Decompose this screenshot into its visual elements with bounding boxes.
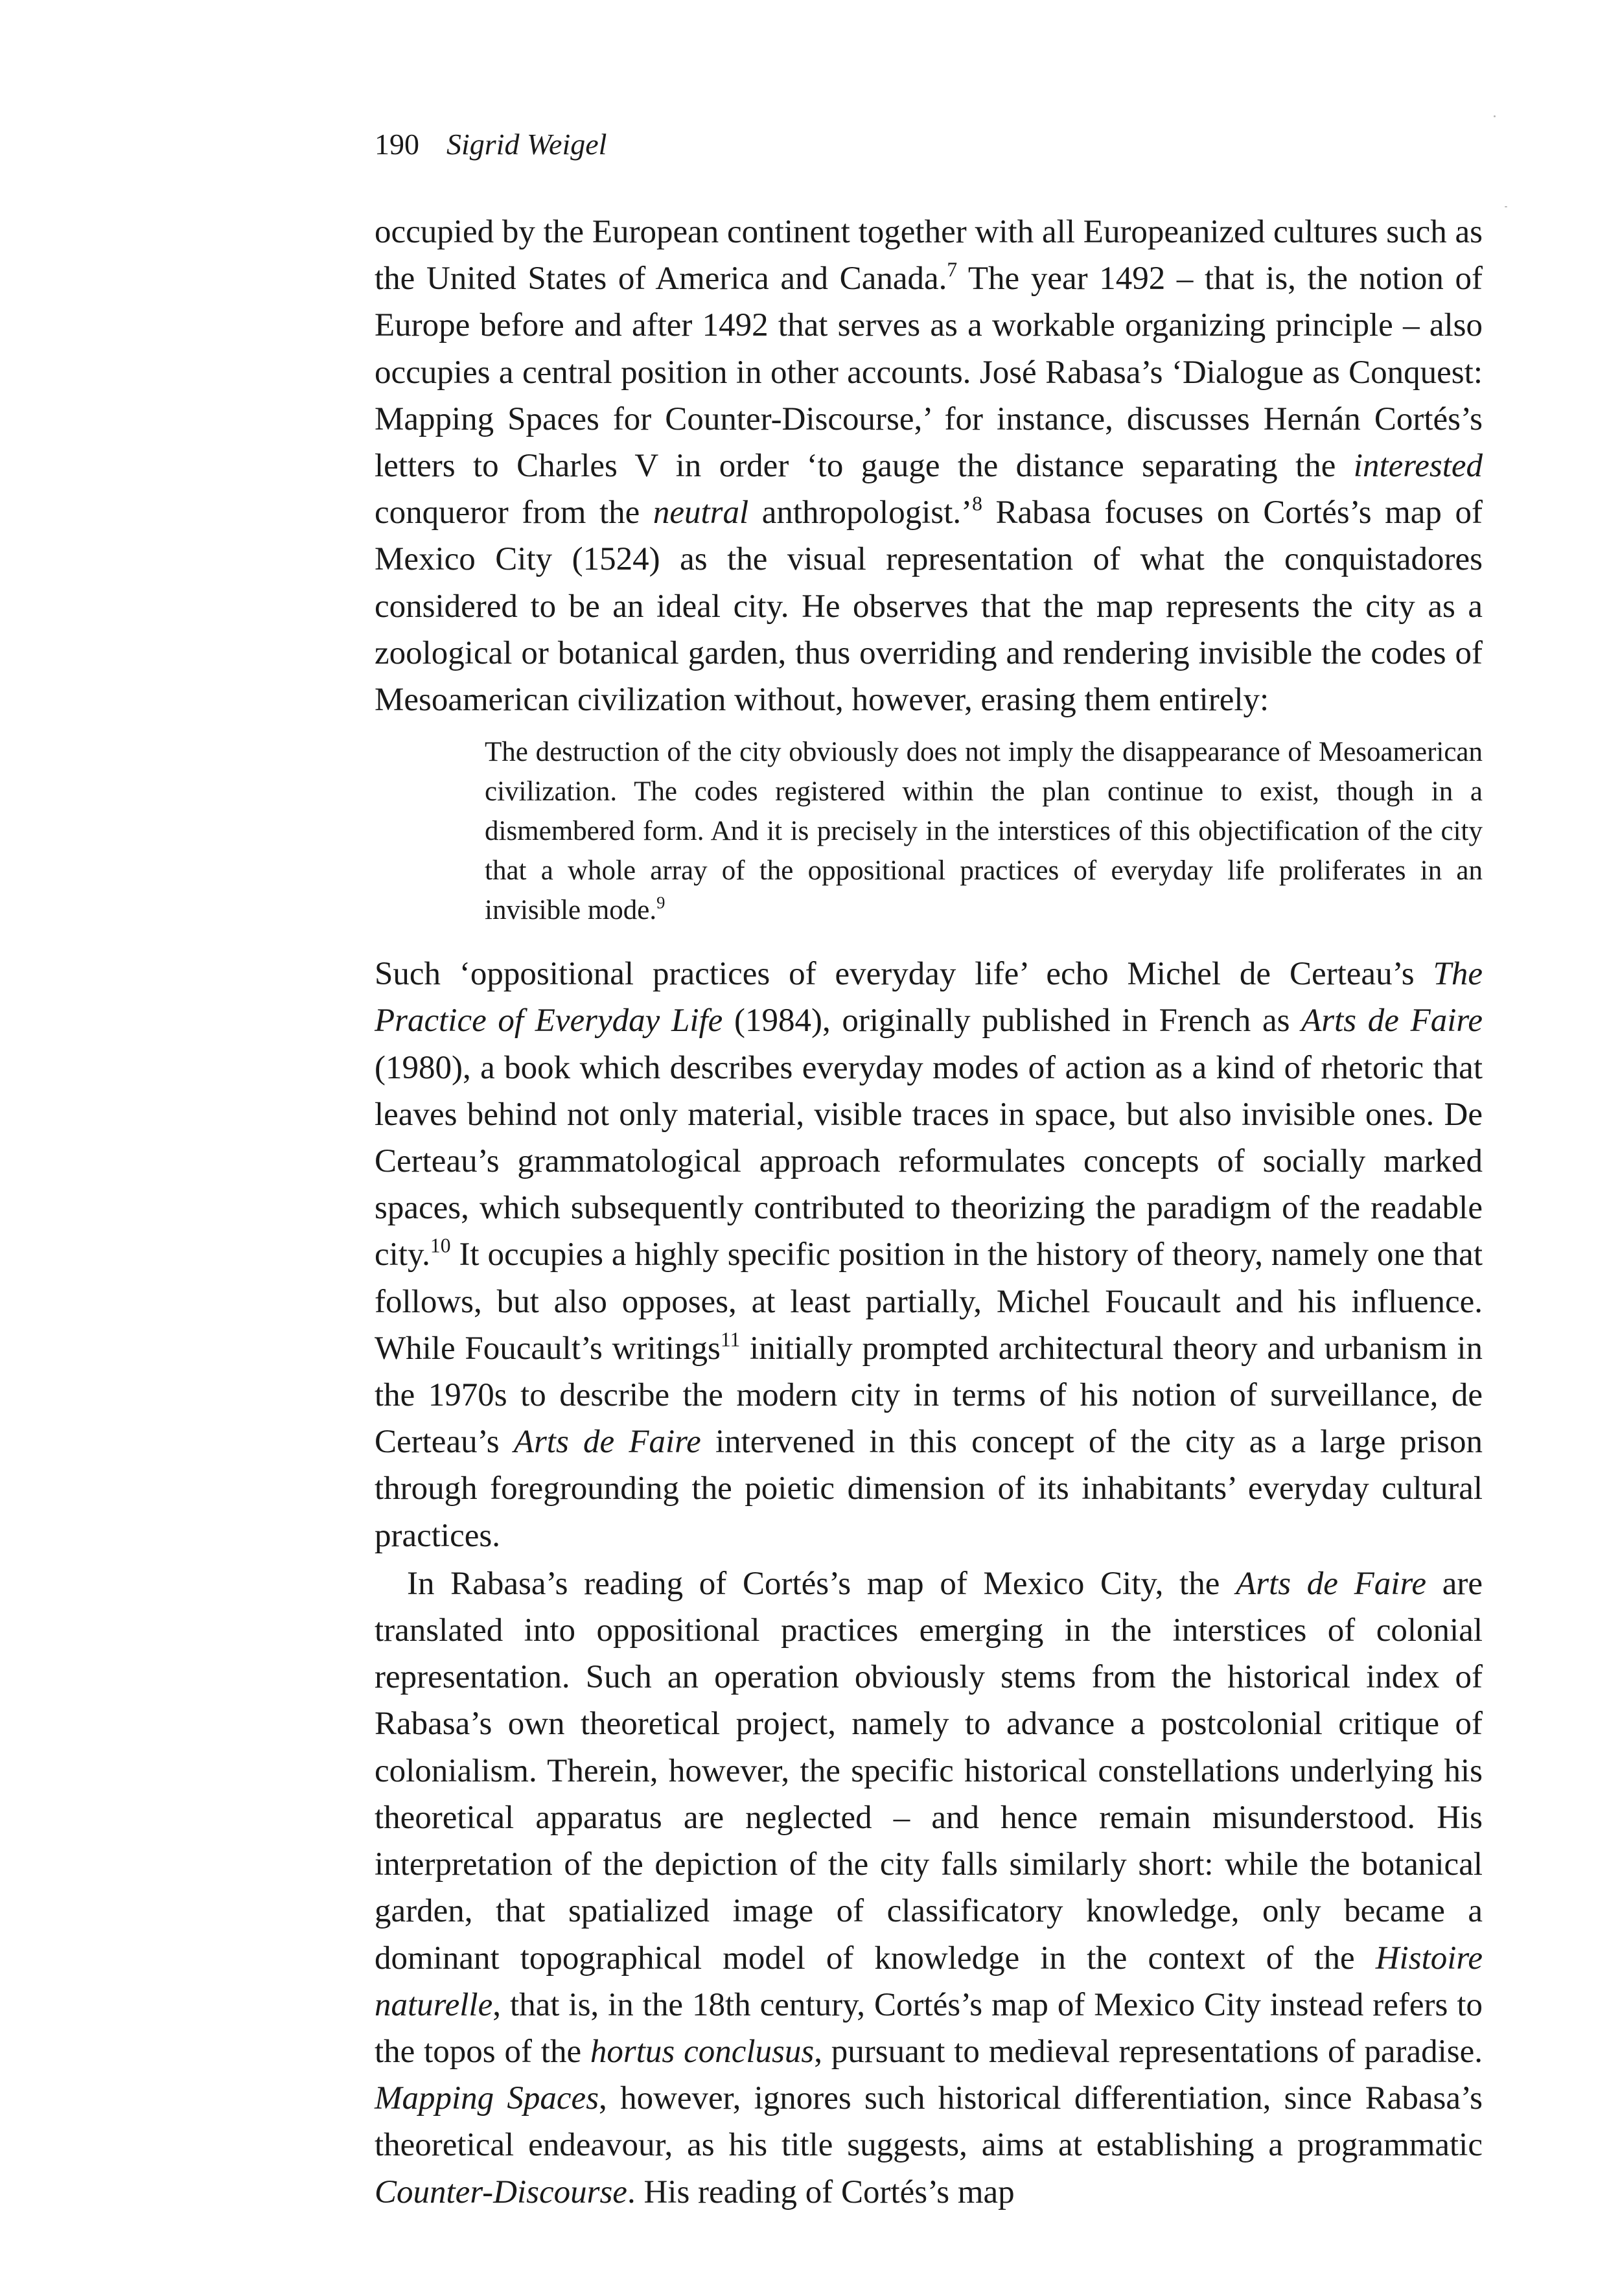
emphasis: hortus conclusus bbox=[590, 2033, 815, 2070]
book-title: Arts de Faire bbox=[513, 1424, 701, 1461]
scan-speck bbox=[1494, 115, 1496, 117]
text-run: initially prompted architectural theory and urbanism in the 1970s to describe the modern city in terms of his notion of surveillance, de Certeau’s bbox=[375, 1330, 1483, 1461]
footnote-ref: 8 bbox=[972, 492, 982, 515]
footnote-ref: 10 bbox=[430, 1234, 451, 1257]
emphasis: neutral bbox=[653, 494, 749, 531]
text-run: conqueror from the bbox=[375, 494, 653, 531]
text-run: . His reading of Cortés’s map bbox=[627, 2174, 1015, 2210]
book-title: Arts de Faire bbox=[1236, 1565, 1427, 1602]
text-run: The destruction of the city obviously does not imply the disappearance of Mesoamerican civilization. The codes registered within the plan continue to exist, though in a dismembered form. And it is precisely in the interstices of this objectification of the city that a whole array of the oppositional practices of everyday life proliferates in an invisible mode. bbox=[485, 737, 1483, 926]
footnote-ref: 9 bbox=[656, 892, 665, 912]
page-number: 190 bbox=[375, 128, 419, 161]
block-quote bbox=[485, 732, 1483, 943]
scan-speck bbox=[1505, 206, 1507, 207]
text-run: , however, ignores such historical differentiation, since Rabasa’s theoretical endeavour, as his title suggests, aims at establishing a programmatic bbox=[375, 2080, 1483, 2164]
paragraph bbox=[375, 1560, 1483, 2216]
footnote-ref: 11 bbox=[720, 1328, 741, 1351]
paragraph bbox=[375, 209, 1483, 723]
book-title: Mapping Spaces bbox=[375, 2080, 599, 2117]
paragraph bbox=[375, 951, 1483, 1559]
text-run: In Rabasa’s reading of Cortés’s map of Mexico City, the bbox=[407, 1565, 1236, 1602]
text-run: Such ‘oppositional practices of everyday life’ echo Michel de Certeau’s bbox=[375, 956, 1433, 993]
text-run: anthropologist.’ bbox=[748, 494, 973, 531]
book-title: Histoire naturelle bbox=[375, 1940, 1483, 2023]
running-head-author: Sigrid Weigel bbox=[446, 128, 607, 161]
text-run: , pursuant to medieval representations of paradise. bbox=[814, 2033, 1483, 2070]
text-run: It occupies a highly specific position in the history of theory, namely one that follows, but also opposes, at least partially, Michel Foucault and his influence. While Foucault’s writings bbox=[375, 1236, 1483, 1367]
text-run: The year 1492 – that is, the notion of Europe before and after 1492 that serves as a workable organizing principle – also occupies a central position in other accounts. José Rabasa’s ‘Dialogue as Conquest: Mapping Spaces for Counter-Discourse,’ for instance, discusses Hernán Cortés’s letters to Charles V in order ‘to gauge the distance separating the bbox=[375, 261, 1483, 485]
text-run: Rabasa focuses on Cortés’s map of Mexico City (1524) as the visual representation of what the conquistadores considered to be an ideal city. He observes that the map represents the city as a zoological or botanical garden, thus overriding and rendering invisible the codes of Mesoamerican civilization without, however, erasing them entirely: bbox=[375, 494, 1483, 719]
footnote-ref: 7 bbox=[947, 258, 958, 281]
emphasis: interested bbox=[1353, 448, 1483, 485]
running-head bbox=[375, 126, 607, 163]
book-title: Arts de Faire bbox=[1301, 1003, 1483, 1039]
emphasis: Counter-Discourse bbox=[375, 2174, 627, 2210]
text-run: (1980), a book which describes everyday modes of action as a kind of rhetoric that leaves behind not only material, visible traces in space, but also invisible ones. De Certeau’s grammatological approach reformulates concepts of socially marked spaces, which subsequently contributed to theorizing the paradigm of the readable city. bbox=[375, 1049, 1483, 1273]
text-run: , that is, in the 18th century, Cortés’s map of Mexico City instead refers to the topos of the bbox=[375, 1986, 1483, 2070]
body-text bbox=[375, 209, 1483, 2216]
text-run: (1984), originally published in French as bbox=[723, 1003, 1302, 1039]
text-run: intervened in this concept of the city as a large prison through foregrounding the poietic dimension of its inhabitants’ everyday cultural practices. bbox=[375, 1424, 1483, 1554]
book-title: The Practice of Everyday Life bbox=[375, 956, 1483, 1039]
text-run: occupied by the European continent together with all Europeanized cultures such as the United States of America and Canada. bbox=[375, 214, 1483, 297]
text-run: are translated into oppositional practices emerging in the interstices of colonial representation. Such an operation obviously stems from the historical index of Rabasa’s own theoretical project, namely to advance a postcolonial critique of colonialism. Therein, however, the specific historical constellations underlying his theoretical apparatus are neglected – and hence remain misunderstood. His interpretation of the depiction of the city falls similarly short: while the botanical garden, that spatialized image of classificatory knowledge, only became a dominant topographical model of knowledge in the context of the bbox=[375, 1565, 1483, 1977]
